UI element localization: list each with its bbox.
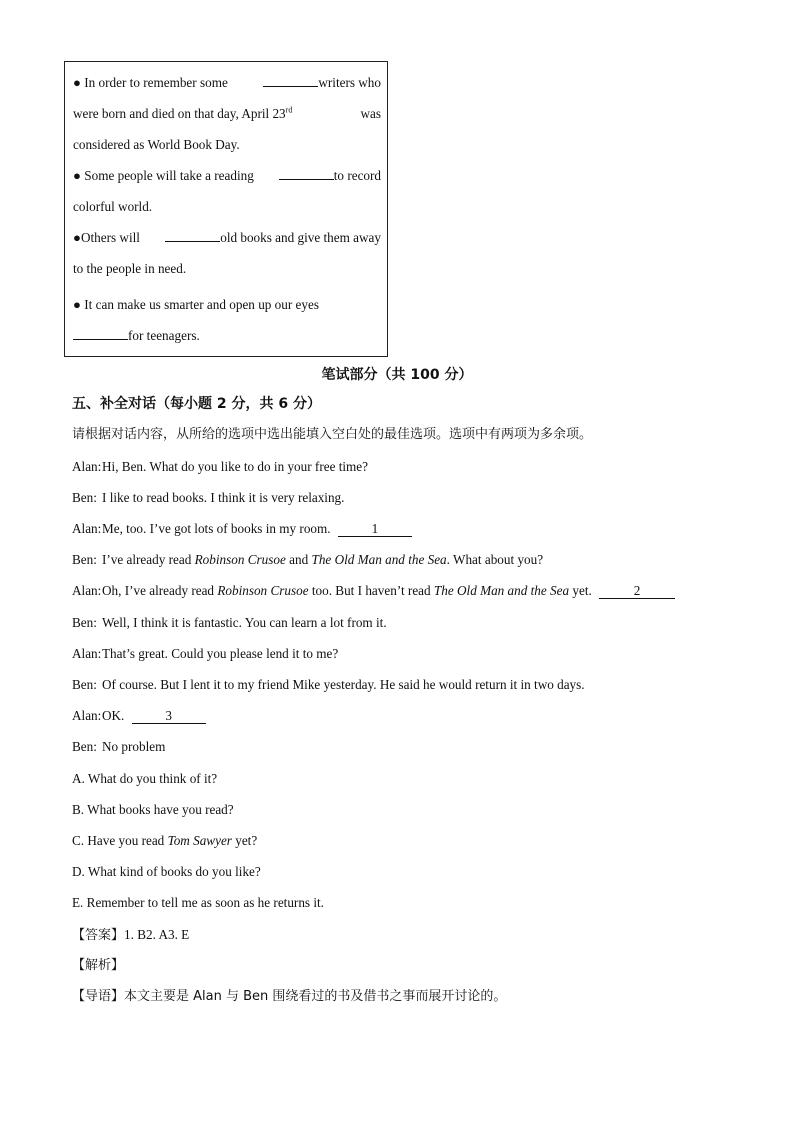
dialogue-blank-3[interactable]: 3 bbox=[132, 709, 206, 724]
answer-text: 1. B2. A3. E bbox=[124, 927, 190, 942]
box-item-3-line-2: to the people in need. bbox=[73, 261, 187, 276]
option-b: B. What books have you read? bbox=[72, 802, 234, 817]
option-c bbox=[72, 833, 257, 849]
dialogue-line-7 bbox=[72, 646, 338, 662]
dialogue-text-pre: I’ve already read bbox=[102, 552, 192, 567]
summary-box-content bbox=[64, 61, 388, 357]
speaker: Ben: bbox=[72, 490, 97, 505]
option-e: E. Remember to tell me as soon as he returns it. bbox=[72, 895, 324, 910]
box-blank-2 bbox=[279, 168, 334, 180]
option-a: A. What do you think of it? bbox=[72, 771, 218, 786]
box-item-2-text-b: to record bbox=[333, 168, 381, 183]
box-item-1-line-3: considered as World Book Day. bbox=[73, 137, 240, 152]
dialogue-line-4 bbox=[72, 552, 543, 568]
box-blank-1 bbox=[263, 75, 318, 87]
speaker: Ben: bbox=[72, 739, 97, 754]
box-item-2-line-2: colorful world. bbox=[73, 199, 153, 214]
book-title-robinson: Robinson Crusoe bbox=[217, 583, 309, 598]
dialogue-text-post: . What about you? bbox=[446, 552, 544, 567]
box-item-1-line-1 bbox=[73, 75, 381, 91]
box-item-1-text-d: was bbox=[360, 106, 381, 121]
guide-line bbox=[72, 989, 506, 1005]
dialogue-text: Me, too. I’ve got lots of books in my room. bbox=[102, 521, 331, 536]
book-title-robinson: Robinson Crusoe bbox=[194, 552, 286, 567]
box-blank-4 bbox=[73, 328, 128, 340]
book-title-tom-sawyer: Tom Sawyer bbox=[167, 833, 232, 848]
guide-label: 【导语】 bbox=[72, 989, 125, 1004]
answer-label: 【答案】 bbox=[72, 928, 125, 943]
section-5-instruction: 请根据对话内容，从所给的选项中选出能填入空白处的最佳选项。选项中有两项为多余项。 bbox=[72, 427, 593, 442]
guide-text: 本文主要是 Alan 与 Ben 围绕看过的书及借书之事而展开讨论的。 bbox=[124, 989, 507, 1004]
dialogue-text: Hi, Ben. What do you like to do in your free time? bbox=[102, 459, 369, 474]
dialogue-text-mid: too. But I haven’t read bbox=[311, 583, 431, 598]
book-title-old-man: The Old Man and the Sea bbox=[311, 552, 447, 567]
dialogue-text: Of course. But I lent it to my friend Mike yesterday. He said he would return it in two days. bbox=[102, 677, 585, 692]
box-item-1-line-2 bbox=[73, 106, 381, 122]
dialogue-text: No problem bbox=[102, 739, 166, 754]
box-blank-3 bbox=[165, 230, 220, 242]
dialogue-line-5 bbox=[72, 583, 675, 599]
speaker: Ben: bbox=[72, 677, 97, 692]
dialogue-text: Well, I think it is fantastic. You can learn a lot from it. bbox=[102, 615, 387, 630]
book-title-old-man: The Old Man and the Sea bbox=[433, 583, 570, 598]
box-item-1-text-c: were born and died on that day, April 23 bbox=[73, 106, 286, 121]
box-item-3-text-b: old books and give them away bbox=[220, 230, 381, 245]
dialogue-text-post: yet. bbox=[572, 583, 592, 598]
speaker: Ben: bbox=[72, 615, 97, 630]
dialogue-line-2 bbox=[72, 490, 344, 506]
box-item-2-line-1 bbox=[73, 168, 381, 184]
dialogue-line-10 bbox=[72, 739, 165, 755]
dialogue-text-mid: and bbox=[289, 552, 309, 567]
option-c-pre: C. Have you read bbox=[72, 833, 165, 848]
box-item-1-text-b: writers who bbox=[318, 75, 381, 90]
speaker: Alan: bbox=[72, 459, 102, 474]
speaker: Alan: bbox=[72, 583, 102, 598]
box-item-4-line-2 bbox=[73, 328, 381, 344]
dialogue-blank-2[interactable]: 2 bbox=[599, 584, 675, 599]
box-item-4-line-1: ● It can make us smarter and open up our eyes bbox=[73, 297, 319, 312]
dialogue-text: OK. bbox=[102, 708, 125, 723]
speaker: Alan: bbox=[72, 646, 102, 661]
dialogue-blank-1[interactable]: 1 bbox=[338, 522, 412, 537]
section-5-title: 五、补全对话（每小题 2 分，共 6 分） bbox=[72, 396, 321, 412]
speaker: Ben: bbox=[72, 552, 97, 567]
box-item-4-text-b: for teenagers. bbox=[128, 328, 200, 343]
dialogue-text: I like to read books. I think it is very relaxing. bbox=[102, 490, 345, 505]
speaker: Alan: bbox=[72, 708, 102, 723]
box-item-3-line-1 bbox=[73, 230, 381, 246]
dialogue-line-3 bbox=[72, 521, 412, 537]
box-item-1-sup: rd bbox=[285, 105, 293, 115]
dialogue-text-pre: Oh, I’ve already read bbox=[102, 583, 215, 598]
box-item-2-text-a: ● Some people will take a reading bbox=[73, 168, 254, 183]
dialogue-line-9 bbox=[72, 708, 206, 724]
option-c-post: yet? bbox=[235, 833, 258, 848]
written-part-title: 笔试部分（共 100 分） bbox=[321, 367, 473, 383]
analysis-label: 【解析】 bbox=[72, 958, 125, 973]
dialogue-line-8 bbox=[72, 677, 585, 693]
answer-line bbox=[72, 927, 189, 944]
speaker: Alan: bbox=[72, 521, 102, 536]
dialogue-line-6 bbox=[72, 615, 387, 631]
box-item-1-text-a: ● In order to remember some bbox=[73, 75, 228, 90]
dialogue-text: That’s great. Could you please lend it to me? bbox=[102, 646, 339, 661]
dialogue-line-1 bbox=[72, 459, 368, 475]
box-item-3-text-a: ●Others will bbox=[73, 230, 140, 245]
option-d: D. What kind of books do you like? bbox=[72, 864, 261, 879]
